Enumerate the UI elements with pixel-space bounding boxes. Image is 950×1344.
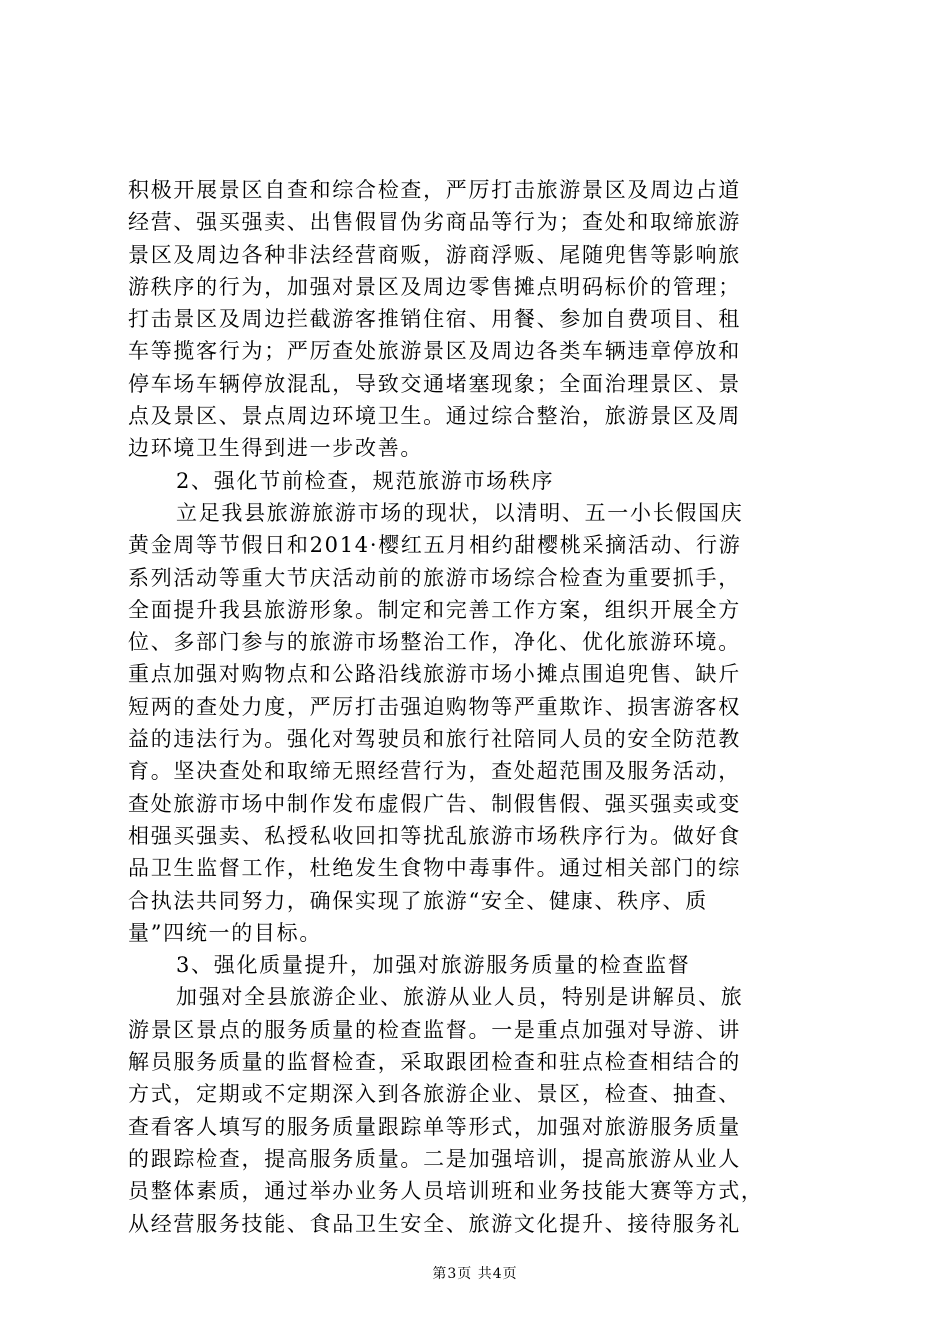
text-line: 车等揽客行为；严厉查处旅游景区及周边各类车辆违章停放和 [128, 339, 741, 364]
paragraph-holiday-inspection [128, 497, 828, 949]
text-line: 从经营服务技能、食品卫生安全、旅游文化提升、接待服务礼 [128, 1211, 741, 1236]
text-line: 益的违法行为。强化对驾驶员和旅行社陪同人员的安全防范教 [128, 727, 741, 752]
heading-line: 2、强化节前检查，规范旅游市场秩序 [176, 468, 555, 493]
heading-line: 3、强化质量提升，加强对旅游服务质量的检查监督 [176, 953, 691, 978]
text-line: 经营、强买强卖、出售假冒伪劣商品等行为；查处和取缔旅游 [128, 210, 741, 235]
text-line: 立足我县旅游旅游市场的现状，以清明、五一小长假国庆 [176, 500, 744, 525]
text-line: 边环境卫生得到进一步改善。 [128, 436, 424, 461]
page-number: 第3页 共4页 [432, 1266, 518, 1282]
text-line: 的跟踪检查，提高服务质量。二是加强培训，提高旅游从业人 [128, 1146, 741, 1171]
text-line: 品卫生监督工作，杜绝发生食物中毒事件。通过相关部门的综 [128, 856, 741, 881]
text-line: 黄金周等节假日和2014·樱红五月相约甜樱桃采摘活动、行游 [128, 533, 742, 558]
text-line: 全面提升我县旅游形象。制定和完善工作方案，组织开展全方 [128, 597, 741, 622]
text-line: 相强买强卖、私授私收回扣等扰乱旅游市场秩序行为。做好食 [128, 823, 741, 848]
text-line: 查看客人填写的服务质量跟踪单等形式，加强对旅游服务质量 [128, 1114, 741, 1139]
text-line: 解员服务质量的监督检查，采取跟团检查和驻点检查相结合的 [128, 1050, 741, 1075]
page-footer [0, 1264, 950, 1284]
text-line: 系列活动等重大节庆活动前的旅游市场综合检查为重要抓手， [128, 565, 741, 590]
text-line: 位、多部门参与的旅游市场整治工作，净化、优化旅游环境。 [128, 630, 741, 655]
document-body [128, 174, 828, 1240]
text-line: 游秩序的行为，加强对景区及周边零售摊点明码标价的管理； [128, 274, 741, 299]
text-line: 方式，定期或不定期深入到各旅游企业、景区，检查、抽查、 [128, 1082, 741, 1107]
text-line: 景区及周边各种非法经营商贩，游商浮贩、尾随兜售等影响旅 [128, 242, 741, 267]
text-line: 短两的查处力度，严厉打击强迫购物等严重欺诈、损害游客权 [128, 694, 741, 719]
text-line: 点及景区、景点周边环境卫生。通过综合整治，旅游景区及周 [128, 404, 741, 429]
text-line: 合执法共同努力，确保实现了旅游“安全、健康、秩序、质 [128, 888, 708, 913]
paragraph-scenic-inspection [128, 174, 828, 465]
text-line: 重点加强对购物点和公路沿线旅游市场小摊点围追兜售、缺斤 [128, 662, 741, 687]
section-heading-3 [128, 949, 828, 981]
text-line: 量”四统一的目标。 [128, 920, 323, 945]
text-line: 积极开展景区自查和综合检查，严厉打击旅游景区及周边占道 [128, 178, 741, 202]
text-line: 游景区景点的服务质量的检查监督。一是重点加强对导游、讲 [128, 1017, 741, 1042]
text-line: 育。坚决查处和取缔无照经营行为，查处超范围及服务活动， [128, 759, 741, 784]
paragraph-quality-supervision [128, 981, 828, 1239]
text-line: 停车场车辆停放混乱，导致交通堵塞现象；全面治理景区、景 [128, 371, 741, 396]
text-line: 查处旅游市场中制作发布虚假广告、制假售假、强买强卖或变 [128, 791, 741, 816]
section-heading-2 [128, 465, 828, 497]
text-line: 员整体素质，通过举办业务人员培训班和业务技能大赛等方式， [128, 1179, 764, 1204]
text-line: 打击景区及周边拦截游客推销住宿、用餐、参加自费项目、租 [128, 307, 741, 332]
text-line: 加强对全县旅游企业、旅游从业人员，特别是讲解员、旅 [176, 985, 744, 1010]
